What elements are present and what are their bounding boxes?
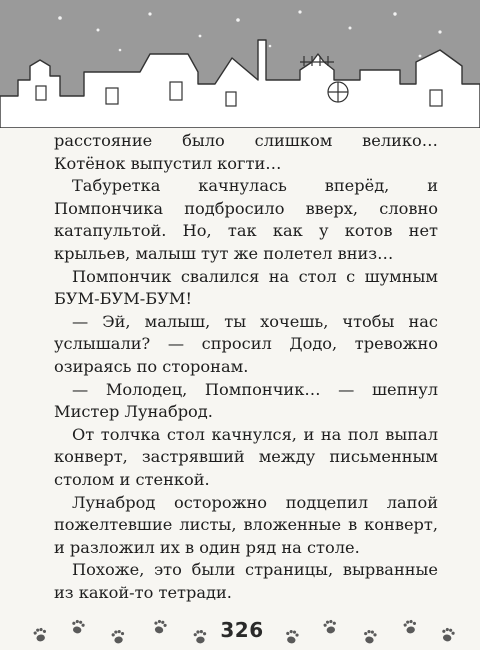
paragraph-6: От толчка стол качнулся, и на пол выпал конверт, застрявший между письменным столом и стенкой. bbox=[54, 424, 438, 489]
rooftops-illustration bbox=[0, 0, 480, 128]
paragraph-1: расстояние было слишком велико… Котёнок выпустил когти… bbox=[54, 131, 438, 173]
paragraph-7: Лунаброд осторожно подцепил лапой пожелтевшие листы, вложенные в конверт, и разложил их в один ряд на столе. bbox=[54, 492, 438, 557]
text-body bbox=[54, 130, 438, 604]
page-number: 326 bbox=[220, 618, 264, 642]
paragraph-5: — Молодец, Помпончик… — шепнул Мистер Лунаброд. bbox=[54, 379, 438, 422]
paragraph-4: — Эй, малыш, ты хочешь, чтобы нас услышали? — спросил Додо, тревожно озираясь по сторонам. bbox=[54, 311, 438, 376]
paragraph-3: Помпончик свалился на стол с шумным БУМ-БУМ-БУМ! bbox=[54, 266, 438, 309]
paragraph-2: Табуретка качнулась вперёд, и Помпончика подбросило вверх, словно катапультой. Но, так как у котов нет крыльев, малыш тут же полетел вниз… bbox=[54, 176, 438, 263]
paragraph-8: Похоже, это были страницы, вырванные из какой-то тетради. bbox=[54, 560, 438, 602]
